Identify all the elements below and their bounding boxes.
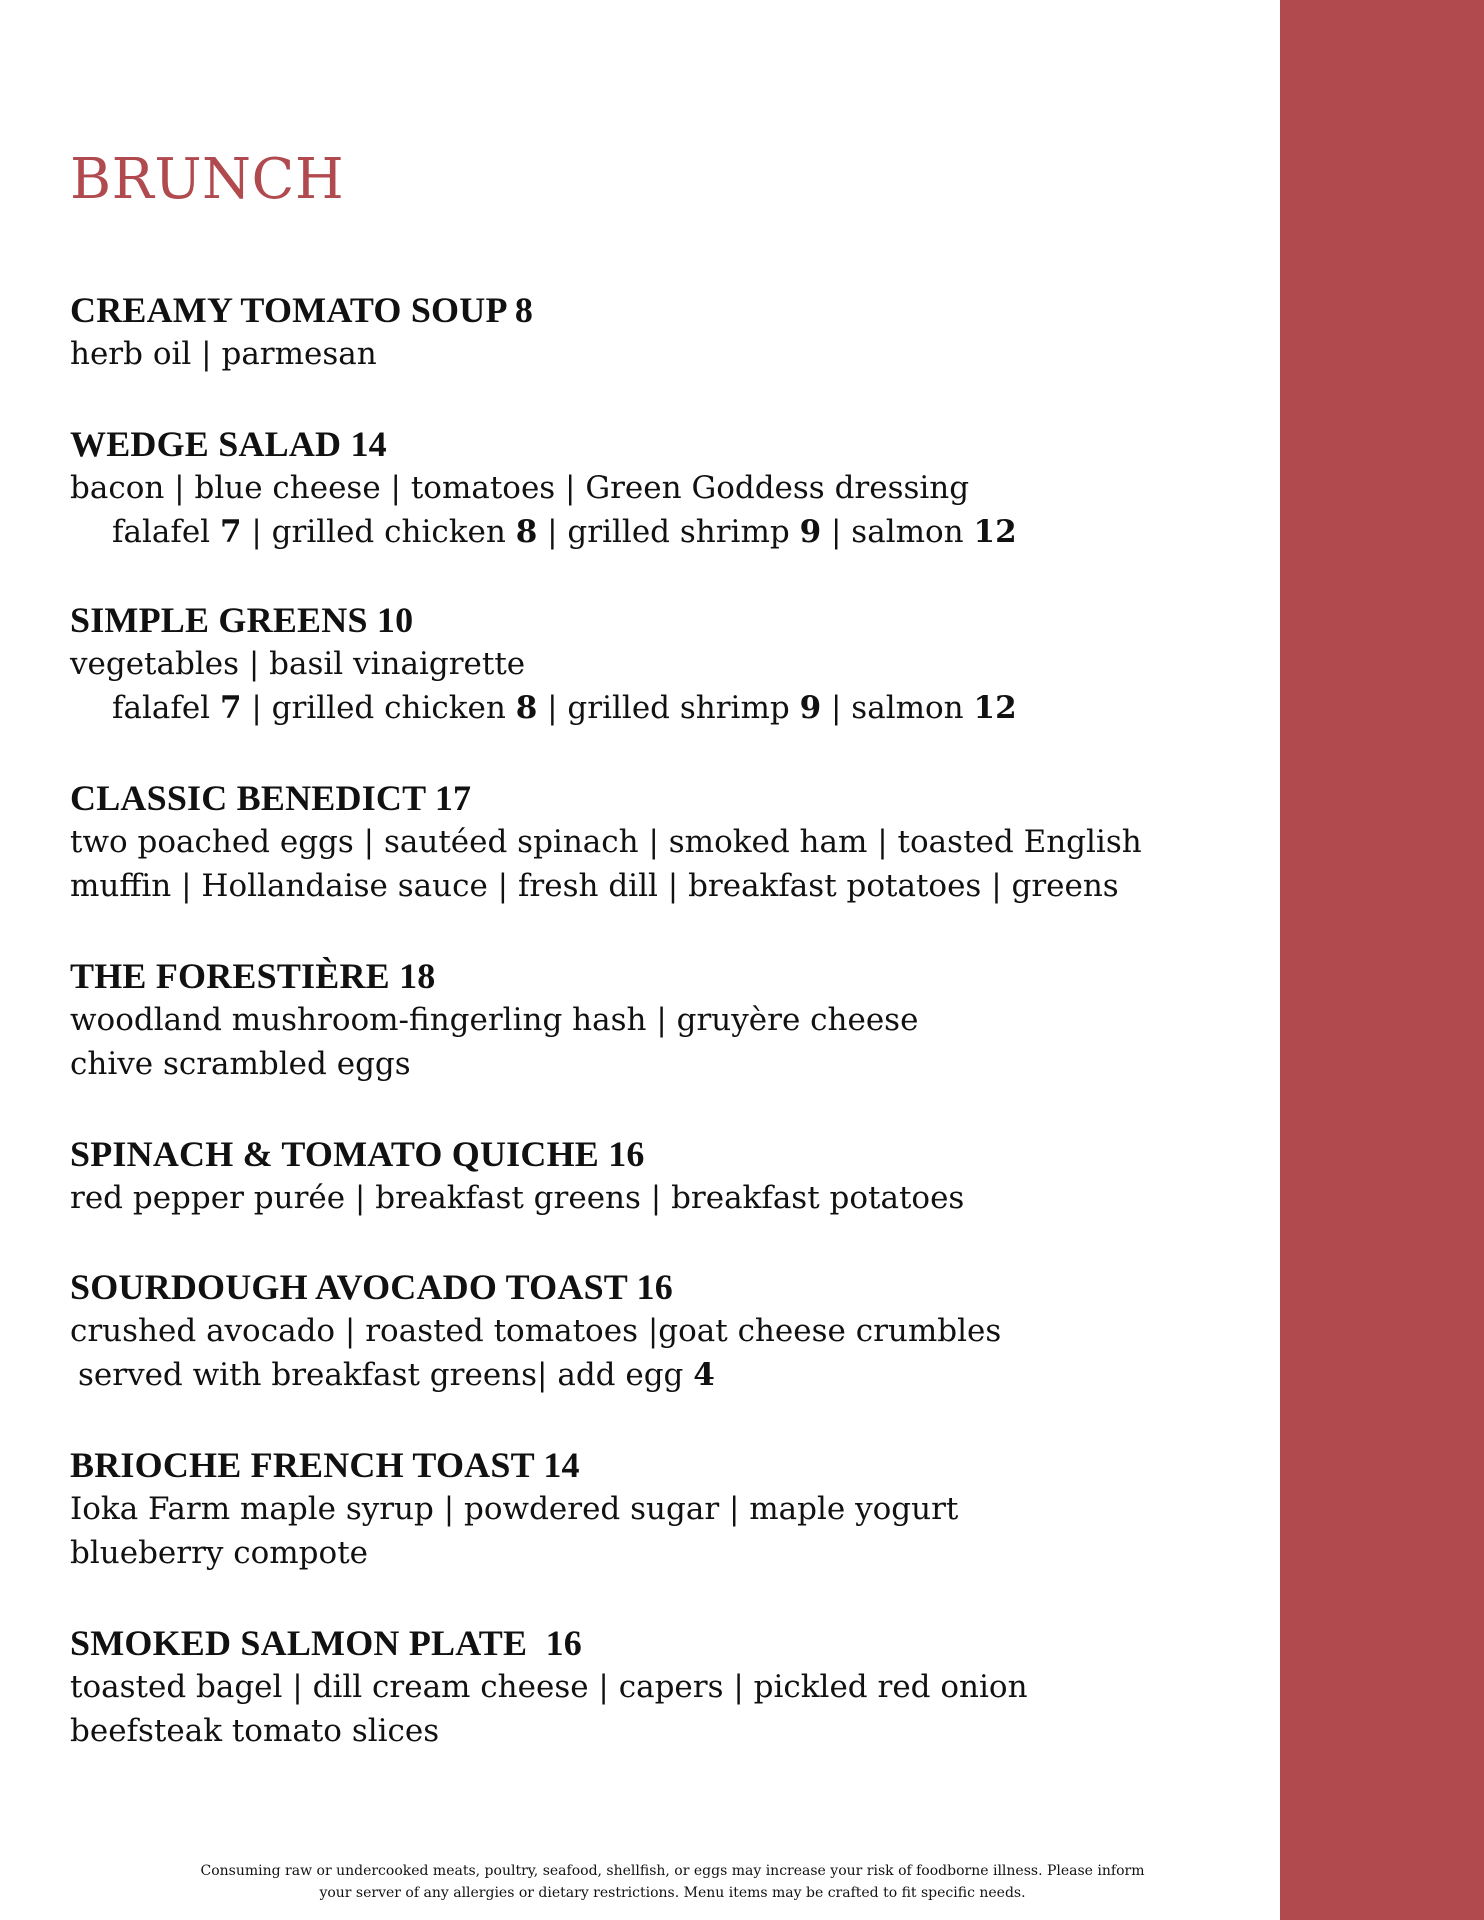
item-description: herb oil | parmesan (70, 336, 377, 372)
menu-item (70, 1265, 1250, 1397)
item-description: blueberry compote (70, 1535, 368, 1571)
item-name: CLASSIC BENEDICT 17 (70, 778, 472, 818)
item-description: toasted bagel | dill cream cheese | capers | pickled red onion (70, 1669, 1028, 1705)
menu-item (70, 1132, 1250, 1220)
item-name: BRIOCHE FRENCH TOAST 14 (70, 1445, 580, 1485)
item-description: two poached eggs | sautéed spinach | smoked ham | toasted English (70, 824, 1142, 860)
item-name: WEDGE SALAD 14 (70, 424, 387, 464)
item-description: bacon | blue cheese | tomatoes | Green Goddess dressing (70, 470, 970, 506)
item-name: SPINACH & TOMATO QUICHE 16 (70, 1134, 645, 1174)
footer-line: Consuming raw or undercooked meats, poultry, seafood, shellfish, or eggs may increase your risk of foodborne illness. Please inform (200, 1863, 1145, 1879)
menu-item (70, 954, 1250, 1086)
item-description: woodland mushroom-fingerling hash | gruyère cheese (70, 1002, 919, 1038)
item-description: muffin | Hollandaise sauce | fresh dill | breakfast potatoes | greens (70, 868, 1119, 904)
menu-title: BRUNCH (70, 147, 345, 212)
item-description: red pepper purée | breakfast greens | breakfast potatoes (70, 1180, 965, 1216)
menu-item (70, 1443, 1250, 1575)
menu-item (70, 598, 1250, 730)
item-name: SIMPLE GREENS 10 (70, 600, 414, 640)
item-name: SMOKED SALMON PLATE 16 (70, 1623, 582, 1663)
item-description: served with breakfast greens| add egg 4 (78, 1357, 715, 1393)
item-description: crushed avocado | roasted tomatoes |goat cheese crumbles (70, 1313, 1002, 1349)
footer-line: your server of any allergies or dietary restrictions. Menu items may be crafted to fit specific needs. (319, 1885, 1026, 1901)
item-description: vegetables | basil vinaigrette (70, 646, 526, 682)
item-description: chive scrambled eggs (70, 1046, 411, 1082)
side-color-band (1280, 0, 1484, 1920)
item-description: Ioka Farm maple syrup | powdered sugar | maple yogurt (70, 1491, 959, 1527)
item-name: SOURDOUGH AVOCADO TOAST 16 (70, 1267, 673, 1307)
item-description: beefsteak tomato slices (70, 1713, 440, 1749)
footer-disclaimer (0, 1860, 1345, 1904)
menu-item (70, 776, 1250, 908)
menu-item (70, 1621, 1250, 1753)
item-name: CREAMY TOMATO SOUP 8 (70, 290, 534, 330)
item-name: THE FORESTIÈRE 18 (70, 956, 436, 996)
item-addons: falafel 7 | grilled chicken 8 | grilled shrimp 9 | salmon 12 (112, 690, 1017, 726)
menu-item (70, 288, 1250, 376)
menu-item (70, 422, 1250, 554)
item-addons: falafel 7 | grilled chicken 8 | grilled shrimp 9 | salmon 12 (112, 514, 1017, 550)
